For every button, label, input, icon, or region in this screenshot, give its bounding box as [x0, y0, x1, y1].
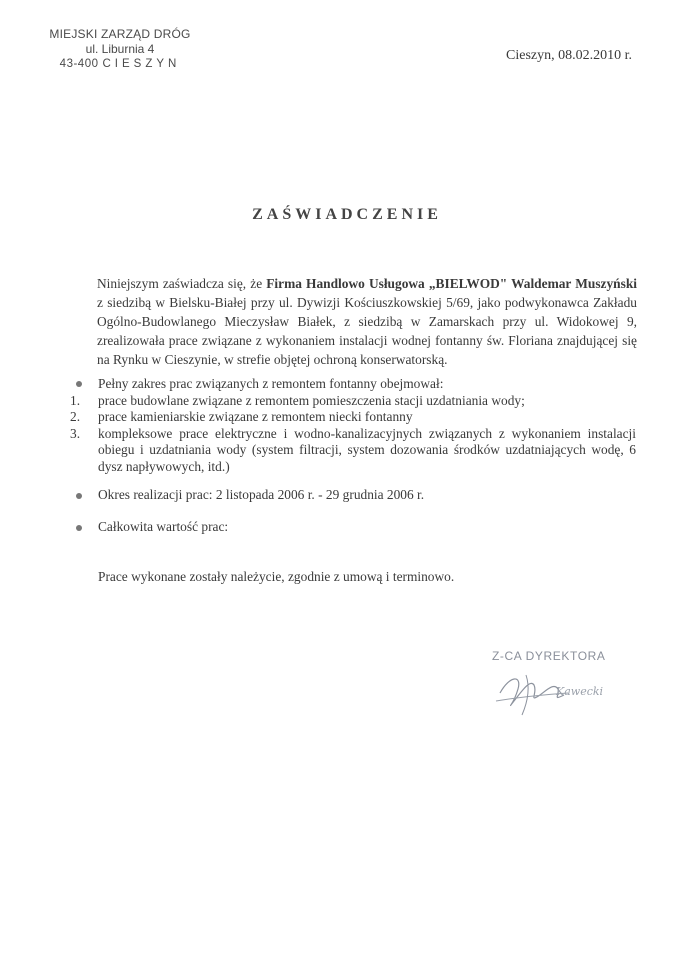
list-item — [70, 393, 636, 410]
list-item-number: 2. — [70, 409, 81, 424]
period-row — [70, 487, 636, 503]
list-item — [70, 409, 636, 426]
bullet-icon — [76, 525, 82, 531]
stamp-postal-code: 43-400 — [59, 58, 99, 70]
stamp-line-institution: MIEJSKI ZARZĄD DRÓG — [49, 27, 191, 41]
stamp-line-street: ul. Liburnia 4 — [85, 42, 155, 56]
list-item-text: prace budowlane związane z remontem pomieszczenia stacji uzdatniania wody; — [98, 392, 525, 408]
list-item-number: 3. — [70, 425, 81, 441]
paragraph-intro: Niniejszym zaświadcza się, że — [97, 276, 267, 291]
bullet-icon — [76, 381, 82, 387]
company-name: Firma Handlowo Usługowa „BIELWOD" Waldemar Muszyński — [266, 276, 637, 291]
stamp-city: CIESZYN — [102, 58, 181, 70]
main-paragraph — [97, 274, 637, 369]
list-item — [70, 426, 636, 476]
scope-list — [70, 376, 636, 475]
total-row — [70, 519, 636, 535]
signature-title: Z-CA DYREKTORA — [492, 649, 606, 663]
scope-intro: Pełny zakres prac związanych z remontem fontanny obejmował: — [98, 376, 444, 391]
list-item-text: kompleksowe prace elektryczne i wodno-kanalizacyjnych związanych z wykonaniem instalacji obiegu i uzdatniania wody (system filtracji, system dozowania środków uzdatniających wodę, 6 dysz napływowych, itd.) — [98, 425, 636, 474]
signature-name: Kawecki — [556, 685, 604, 698]
total-text: Całkowita wartość prac: — [98, 519, 229, 534]
office-stamp — [40, 27, 200, 72]
scope-intro-row — [70, 376, 636, 393]
signature-scribble-icon — [470, 645, 630, 725]
list-item-text: prace kamieniarskie związane z remontem niecki fontanny — [98, 409, 413, 424]
paragraph-rest: z siedzibą w Bielsku-Białej przy ul. Dywizji Kościuszkowskiej 5/69, jako podwykonawca Zakładu Ogólno-Budowlanego Mieczysław Białek, z siedzibą w Zamarskach przy ul. Widokowej 9, zrealizowała prace związane z wykonaniem instalacji wodnej fontanny św. Floriana znajdującej się na Rynku w Cieszynie, w strefie objętej ochroną konserwatorską. — [97, 295, 637, 367]
document-date: Cieszyn, 08.02.2010 r. — [506, 48, 632, 63]
bullet-icon — [76, 493, 82, 499]
closing-sentence: Prace wykonane zostały należycie, zgodnie z umową i terminowo. — [98, 569, 455, 584]
list-item-number: 1. — [70, 392, 81, 408]
period-text: Okres realizacji prac: 2 listopada 2006 r. - 29 grudnia 2006 r. — [98, 487, 425, 502]
document-title: ZAŚWIADCZENIE — [252, 206, 442, 223]
stamp-line-city — [40, 57, 200, 72]
signature-block — [470, 645, 630, 725]
